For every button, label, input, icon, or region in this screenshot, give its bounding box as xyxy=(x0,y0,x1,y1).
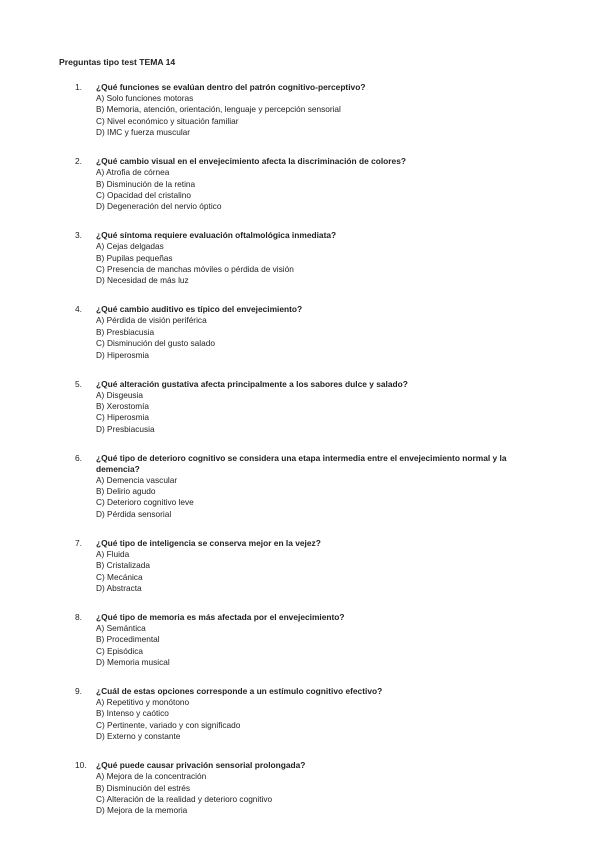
answer-option: A) Atrofia de córnea xyxy=(96,167,170,178)
answer-option: C) Nivel económico y situación familiar xyxy=(96,115,239,126)
question-item xyxy=(59,612,539,669)
answer-option: C) Deterioro cognitivo leve xyxy=(96,497,194,508)
question-text: ¿Qué cambio auditivo es típico del envejecimiento? xyxy=(96,304,303,315)
question-number: 1. xyxy=(75,82,82,92)
question-text: ¿Qué tipo de inteligencia se conserva mejor en la vejez? xyxy=(96,537,321,548)
answer-option: B) Intenso y caótico xyxy=(96,708,169,719)
question-item xyxy=(59,538,539,595)
answer-option: C) Pertinente, variado y con significado xyxy=(96,719,241,730)
question-number: 10. xyxy=(75,760,87,771)
answer-option: B) Delirio agudo xyxy=(96,486,156,497)
question-item xyxy=(59,379,539,436)
question-number: 8. xyxy=(75,611,82,622)
question-text: ¿Qué alteración gustativa afecta principalmente a los sabores dulce y salado? xyxy=(96,378,408,389)
question-number: 2. xyxy=(75,156,82,167)
answer-option: C) Disminución del gusto salado xyxy=(96,338,215,349)
answer-option: A) Fluida xyxy=(96,548,130,559)
answer-option: C) Episódica xyxy=(96,645,144,656)
question-number: 7. xyxy=(75,537,82,548)
answer-option: B) Procedimental xyxy=(96,634,160,645)
answer-option: B) Memoria, atención, orientación, lenguaje y percepción sensorial xyxy=(96,104,341,115)
answer-option: B) Xerostomía xyxy=(96,400,150,411)
question-text: ¿Qué tipo de deterioro cognitivo se considera una etapa intermedia entre el envejecimiento normal y la demencia? xyxy=(96,452,507,474)
question-text: ¿Qué puede causar privación sensorial prolongada? xyxy=(96,760,306,771)
question-number: 5. xyxy=(75,378,82,389)
question-number: 4. xyxy=(75,304,82,315)
answer-option: A) Repetitivo y monótono xyxy=(96,697,190,707)
answer-option: A) Semántica xyxy=(96,622,146,633)
answer-option: D) Pérdida sensorial xyxy=(96,508,172,519)
question-text: ¿Cuál de estas opciones corresponde a un estímulo cognitivo efectivo? xyxy=(96,686,383,696)
answer-option: B) Disminución del estrés xyxy=(96,782,191,793)
answer-option: D) Externo y constante xyxy=(96,731,181,742)
question-text: ¿Qué cambio visual en el envejecimiento afecta la discriminación de colores? xyxy=(96,156,406,167)
document-title: Preguntas tipo test TEMA 14 xyxy=(59,57,176,67)
answer-option: D) IMC y fuerza muscular xyxy=(96,127,191,138)
answer-option: A) Cejas delgadas xyxy=(96,241,164,252)
answer-option: D) Abstracta xyxy=(96,582,142,593)
question-item xyxy=(59,156,539,213)
question-text: ¿Qué síntoma requiere evaluación oftalmológica inmediata? xyxy=(96,230,337,241)
answer-option: C) Hiperosmia xyxy=(96,412,150,423)
answer-option: A) Pérdida de visión periférica xyxy=(96,315,207,326)
answer-option: A) Solo funciones motoras xyxy=(96,93,194,103)
answer-option: C) Presencia de manchas móviles o pérdida de visión xyxy=(96,264,294,275)
question-text: ¿Qué funciones se evalúan dentro del patrón cognitivo-perceptivo? xyxy=(96,82,366,92)
question-number: 3. xyxy=(75,230,82,241)
question-list xyxy=(59,82,539,834)
question-item xyxy=(59,760,539,817)
answer-option: A) Disgeusia xyxy=(96,389,144,400)
answer-option: B) Pupilas pequeñas xyxy=(96,252,173,263)
answer-option: A) Demencia vascular xyxy=(96,474,178,485)
answer-option: D) Necesidad de más luz xyxy=(96,275,189,286)
answer-option: C) Alteración de la realidad y deterioro cognitivo xyxy=(96,793,273,804)
answer-option: B) Disminución de la retina xyxy=(96,178,196,189)
answer-option: D) Hiperosmia xyxy=(96,349,150,360)
answer-option: D) Memoria musical xyxy=(96,657,170,668)
answer-option: B) Presbiacusia xyxy=(96,326,155,337)
answer-option: A) Mejora de la concentración xyxy=(96,771,207,782)
question-item xyxy=(59,304,539,361)
answer-option: D) Degeneración del nervio óptico xyxy=(96,201,222,212)
question-item xyxy=(59,82,539,139)
question-item xyxy=(59,453,539,521)
question-number: 9. xyxy=(75,686,82,696)
answer-option: C) Mecánica xyxy=(96,571,143,582)
answer-option: D) Mejora de la memoria xyxy=(96,805,188,816)
question-item xyxy=(59,686,539,743)
answer-option: C) Opacidad del cristalino xyxy=(96,189,191,200)
question-text: ¿Qué tipo de memoria es más afectada por el envejecimiento? xyxy=(96,611,345,622)
question-number: 6. xyxy=(75,452,82,463)
answer-option: B) Cristalizada xyxy=(96,560,150,571)
answer-option: D) Presbiacusia xyxy=(96,423,155,434)
question-item xyxy=(59,230,539,287)
